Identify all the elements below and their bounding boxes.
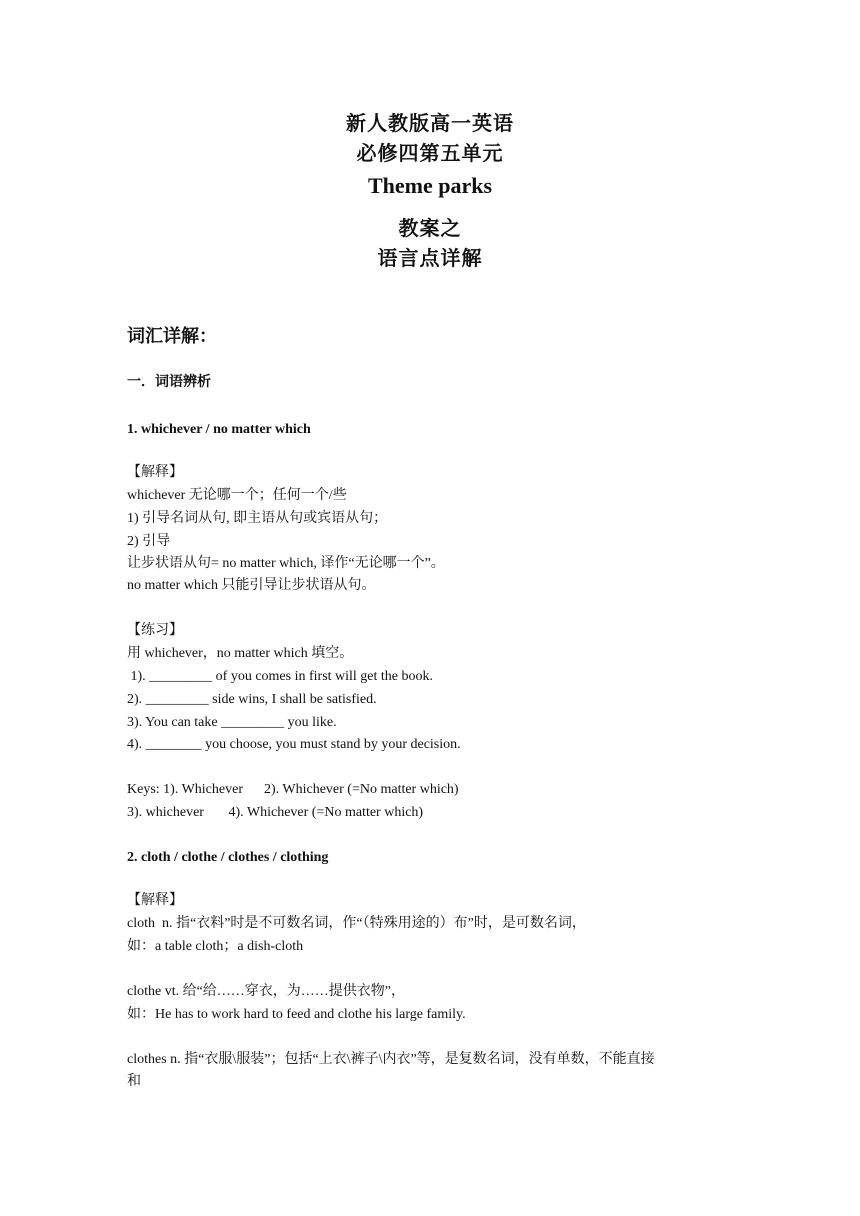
- item1-keys-line: Keys: 1). Whichever 2). Whichever (=No matter which): [127, 782, 459, 797]
- item1-practice-line: 2). _________ side wins, I shall be satisfied.: [127, 692, 377, 707]
- vocab-heading: 词汇详解：: [127, 326, 217, 347]
- title-line-3: Theme parks: [367, 173, 493, 198]
- item1-keys-line: 3). whichever 4). Whichever (=No matter which): [127, 805, 424, 820]
- item1-practice-tag: 【练习】: [127, 623, 183, 638]
- item1-explain-tag: 【解释】: [127, 465, 183, 480]
- title-line-2: 必修四第五单元: [356, 141, 504, 165]
- item2-line: cloth n. 指“衣料”时是不可数名词，作“（特殊用途的）布”时，是可数名词，: [127, 916, 586, 931]
- item2-heading: 2. cloth / clothe / clothes / clothing: [127, 850, 329, 865]
- item1-practice-line: 1). _________ of you comes in first will get the book.: [127, 669, 434, 684]
- item1-explain-line: 2) 引导: [127, 534, 171, 549]
- item1-practice-line: 3). You can take _________ you like.: [127, 715, 337, 730]
- item1-explain-line: 让步状语从句= no matter which, 译作“无论哪一个”。: [127, 556, 445, 571]
- item2-line: 如：a table cloth；a dish-cloth: [127, 939, 304, 954]
- item1-practice-line: 用 whichever，no matter which 填空。: [127, 646, 354, 661]
- item1-practice-line: 4). ________ you choose, you must stand by your decision.: [127, 737, 461, 752]
- item1-heading: 1. whichever / no matter which: [127, 422, 311, 437]
- item1-explain-line: 1) 引导名词从句, 即主语从句或宾语从句；: [127, 511, 388, 526]
- title-line-1: 新人教版高一英语: [346, 111, 514, 135]
- title-line-5: 语言点详解: [377, 246, 483, 270]
- item2-line: 如：He has to work hard to feed and clothe his large family.: [127, 1007, 466, 1022]
- title-line-4: 教案之: [398, 216, 462, 240]
- item1-explain-line: whichever 无论哪一个；任何一个/些: [127, 488, 347, 503]
- item2-explain-tag: 【解释】: [127, 893, 183, 908]
- item1-explain-line: no matter which 只能引导让步状语从句。: [127, 578, 376, 593]
- item2-line: clothes n. 指“衣服\服装”；包括“上衣\裤子\内衣”等，是复数名词，没有单数，不能直接: [127, 1052, 655, 1067]
- section-heading: 一．词语辨析: [127, 375, 211, 390]
- item2-line: 和: [127, 1074, 141, 1089]
- item2-line: clothe vt. 给“给……穿衣，为……提供衣物”，: [127, 984, 406, 999]
